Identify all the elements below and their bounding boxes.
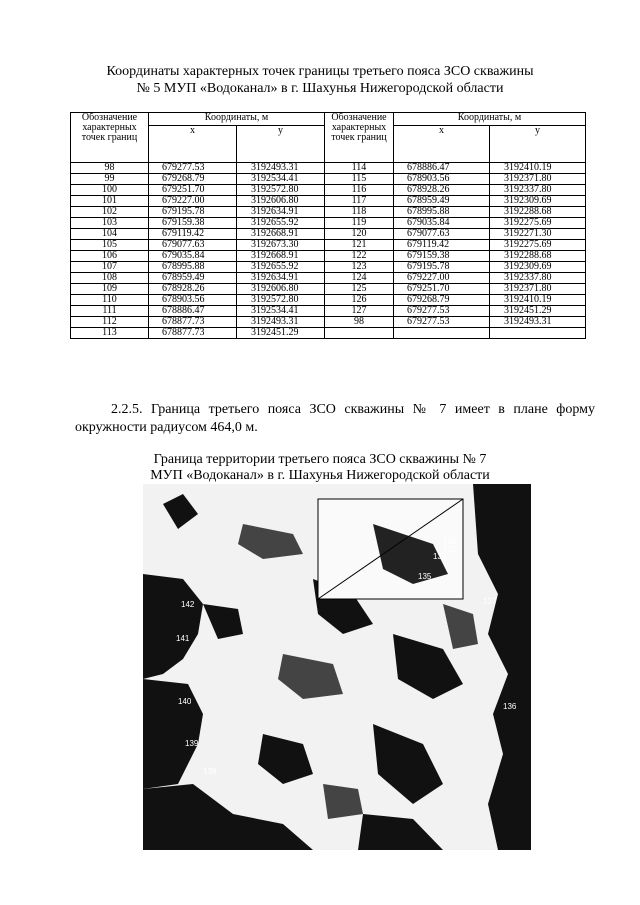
cell-y-right: 3192410.19 [490,295,586,306]
cell-point-left: 105 [71,240,149,251]
cell-point-right: 127 [325,306,394,317]
cell-x-left: 679277.53 [149,163,237,174]
table-row [71,317,586,328]
table-row [71,174,586,185]
cell-point-right: 120 [325,229,394,240]
header-coords-right: Координаты, м [394,113,586,126]
cell-x-right: 679251.70 [394,284,490,295]
cell-point-right: 124 [325,273,394,284]
cell-y-right: 3192275.69 [490,218,586,229]
cell-y-right: 3192309.69 [490,196,586,207]
coordinates-table [70,112,586,339]
cell-point-right: 123 [325,262,394,273]
cell-x-left: 679251.70 [149,185,237,196]
cell-point-left: 111 [71,306,149,317]
cell-x-left: 679268.79 [149,174,237,185]
map-point-label: 135 [418,572,432,581]
cell-y-right: 3192271.30 [490,229,586,240]
coordinates-table-body [71,163,586,339]
header-designation-left: Обозначение характерных точек границ [71,113,149,163]
map-point-label: 131 [443,545,457,554]
aerial-map-image [143,484,531,850]
cell-y-left: 3192606.80 [237,196,325,207]
cell-y-left: 3192493.31 [237,163,325,174]
table-row [71,229,586,240]
header-x-left: x [149,126,237,163]
cell-point-left: 101 [71,196,149,207]
cell-x-right: 679159.38 [394,251,490,262]
cell-point-right: 115 [325,174,394,185]
cell-x-right: 678886.47 [394,163,490,174]
map-point-label: 141 [176,634,190,643]
cell-point-left: 110 [71,295,149,306]
cell-point-left: 106 [71,251,149,262]
cell-x-right: 678959.49 [394,196,490,207]
cell-y-left: 3192655.92 [237,262,325,273]
cell-x-left: 679119.42 [149,229,237,240]
cell-point-left: 104 [71,229,149,240]
table-row [71,207,586,218]
cell-point-right: 125 [325,284,394,295]
cell-y-left: 3192606.80 [237,284,325,295]
cell-y-left: 3192572.80 [237,185,325,196]
cell-point-left: 109 [71,284,149,295]
cell-y-left: 3192634.91 [237,207,325,218]
cell-x-left: 678903.56 [149,295,237,306]
header-coords-left: Координаты, м [149,113,325,126]
header-y-right: y [490,126,586,163]
cell-point-right: 116 [325,185,394,196]
cell-point-right: 126 [325,295,394,306]
table-row [71,163,586,174]
cell-y-left: 3192493.31 [237,317,325,328]
cell-point-right: 117 [325,196,394,207]
cell-x-left: 678886.47 [149,306,237,317]
map-point-label: 133 [433,552,447,561]
cell-point-left: 99 [71,174,149,185]
map-caption-line-1: Граница территории третьего пояса ЗСО скважины № 7 [153,452,487,467]
cell-x-right: 679268.79 [394,295,490,306]
cell-y-right: 3192275.69 [490,240,586,251]
table-row [71,196,586,207]
section-paragraph: 2.2.5. Граница третьего пояса ЗСО скважины № 7 имеет в плане форму окружности радиусом 464,0 м. [75,402,595,435]
cell-x-left: 679227.00 [149,196,237,207]
table-row [71,295,586,306]
document-title-line-2: № 5 МУП «Водоканал» в г. Шахунья Нижегородской области [136,81,504,96]
cell-point-right: 121 [325,240,394,251]
table-row [71,251,586,262]
table-row [71,273,586,284]
document-title-line-1: Координаты характерных точек границы третьего пояса ЗСО скважины [106,64,534,79]
map-point-label: 138 [203,767,217,776]
cell-point-right: 98 [325,317,394,328]
cell-y-right: 3192288.68 [490,207,586,218]
cell-x-right: 678903.56 [394,174,490,185]
cell-point-right: 119 [325,218,394,229]
cell-y-right: 3192371.80 [490,284,586,295]
cell-x-right: 679195.78 [394,262,490,273]
cell-y-left: 3192668.91 [237,229,325,240]
table-row [71,218,586,229]
header-x-right: x [394,126,490,163]
map-caption-line-2: МУП «Водоканал» в г. Шахунья Нижегородской области [150,468,490,483]
cell-x-right: 679277.53 [394,306,490,317]
cell-point-left: 113 [71,328,149,339]
cell-y-right: 3192451.29 [490,306,586,317]
cell-point-left: 108 [71,273,149,284]
cell-point-right: 122 [325,251,394,262]
cell-y-right: 3192493.31 [490,317,586,328]
cell-y-left: 3192655.92 [237,218,325,229]
cell-x-left: 678877.73 [149,317,237,328]
cell-x-left: 679195.78 [149,207,237,218]
cell-y-right: 3192371.80 [490,174,586,185]
cell-point-left: 102 [71,207,149,218]
map-point-label: 137 [483,597,497,606]
map-point-label: 136 [503,702,517,711]
cell-y-right: 3192337.80 [490,185,586,196]
header-designation-right: Обозначение характерных точек границ [325,113,394,163]
cell-y-left: 3192634.91 [237,273,325,284]
cell-point-left: 103 [71,218,149,229]
cell-y-right: 3192410.19 [490,163,586,174]
cell-y-right: 3192309.69 [490,262,586,273]
table-row [71,185,586,196]
cell-y-right: 3192337.80 [490,273,586,284]
table-row [71,240,586,251]
cell-point-left: 100 [71,185,149,196]
cell-point-right [325,328,394,339]
cell-point-right: 114 [325,163,394,174]
cell-x-right: 679227.00 [394,273,490,284]
cell-x-left: 678877.73 [149,328,237,339]
cell-x-left: 678928.26 [149,284,237,295]
cell-x-right: 679035.84 [394,218,490,229]
cell-x-right: 678995.88 [394,207,490,218]
table-row [71,262,586,273]
cell-y-left: 3192451.29 [237,328,325,339]
table-row [71,284,586,295]
header-y-left: y [237,126,325,163]
cell-x-left: 678995.88 [149,262,237,273]
map-point-label: 139 [185,739,199,748]
map-point-label: 134 [443,537,457,546]
table-row [71,306,586,317]
map-point-label: 142 [181,600,195,609]
map-point-label: 140 [178,697,192,706]
cell-y-right [490,328,586,339]
cell-x-left: 679035.84 [149,251,237,262]
cell-y-left: 3192572.80 [237,295,325,306]
cell-y-left: 3192668.91 [237,251,325,262]
cell-y-left: 3192673.30 [237,240,325,251]
cell-y-left: 3192534.41 [237,174,325,185]
cell-point-left: 112 [71,317,149,328]
cell-y-right: 3192288.68 [490,251,586,262]
cell-x-right: 679077.63 [394,229,490,240]
cell-x-right: 678928.26 [394,185,490,196]
cell-x-left: 679159.38 [149,218,237,229]
cell-y-left: 3192534.41 [237,306,325,317]
cell-x-right [394,328,490,339]
cell-point-left: 98 [71,163,149,174]
cell-x-left: 679077.63 [149,240,237,251]
cell-x-left: 678959.49 [149,273,237,284]
cell-x-right: 679277.53 [394,317,490,328]
cell-x-right: 679119.42 [394,240,490,251]
cell-point-right: 118 [325,207,394,218]
table-row [71,328,586,339]
cell-point-left: 107 [71,262,149,273]
